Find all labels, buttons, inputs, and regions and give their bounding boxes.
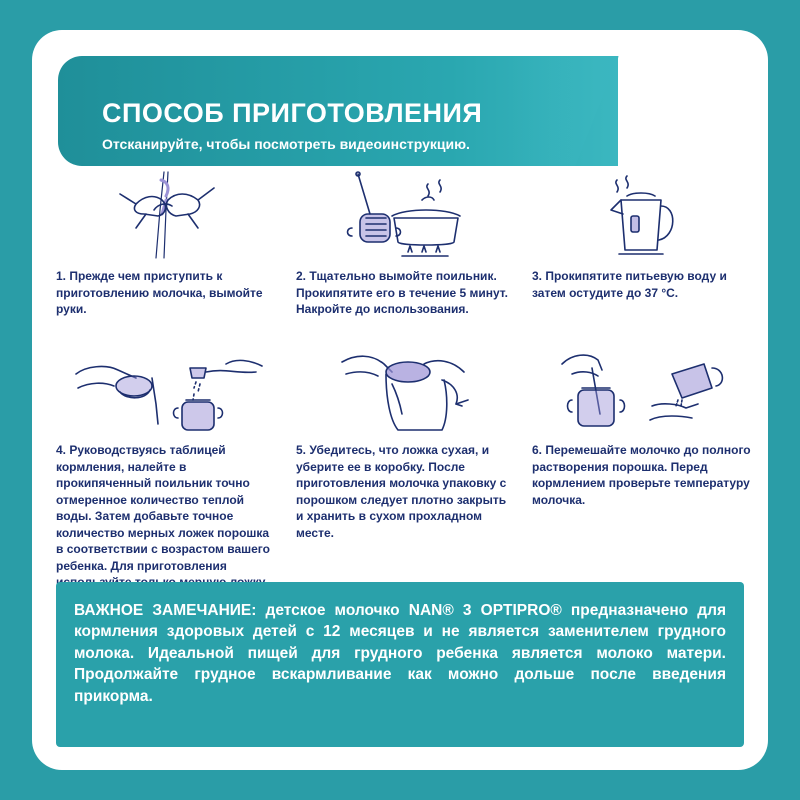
notice-text: ВАЖНОЕ ЗАМЕЧАНИЕ: детское молочко NAN® 3 OPTIPRO® предназначено для кормления здоровых детей с 12 месяцев и не является заменителем грудного молока. Идеальной пищей для грудного ребенка является молоко матери. Продолжайте грудное вскармливание как можно дольше после введения прикорма. <box>74 602 726 705</box>
step-5-text: 5. Убедитесь, что ложка сухая, и уберите ее в коробку. После приготовления молочка упаковку с порошком следует плотно закрыть и хранить в сухом прохладном месте. <box>296 443 507 540</box>
step-2-text: 2. Тщательно вымойте поильник. Прокипятите его в течение 5 минут. Накройте до использования. <box>296 269 508 317</box>
instruction-card <box>32 30 768 770</box>
page-title: СПОСОБ ПРИГОТОВЛЕНИЯ <box>102 98 483 128</box>
step-6 <box>532 344 752 508</box>
step-3 <box>532 170 752 301</box>
step-3-text: 3. Прокипятите питьевую воду и затем остудите до 37 °С. <box>532 269 727 300</box>
step-5 <box>296 344 516 541</box>
scoop-in-box-icon <box>336 344 476 434</box>
stir-and-test-temperature-icon <box>542 344 742 434</box>
pour-water-and-powder-icon <box>66 344 266 434</box>
step-1-text: 1. Прежде чем приступить к приготовлению молочка, вымойте руки. <box>56 269 263 317</box>
step-4-text: 4. Руководствуясь таблицей кормления, налейте в прокипяченный поильник точно отмеренное количество теплой воды. Затем добавьте точное количество мерных ложек порошка в соответствии с возрастом вашего ребенка. Для приготовления <box>56 443 270 573</box>
step-6-text: 6. Перемешайте молочко до полного растворения порошка. Перед кормлением проверьте температуру молочка. <box>532 443 751 507</box>
step-1 <box>56 170 276 318</box>
header-banner <box>58 56 618 166</box>
hand-washing-icon <box>106 170 226 260</box>
electric-kettle-icon <box>597 170 687 260</box>
step-4 <box>56 344 276 607</box>
page-subtitle: Отсканируйте, чтобы посмотреть видеоинструкцию. <box>102 136 470 152</box>
bottle-brush-boiling-pot-icon <box>336 170 476 260</box>
important-notice <box>56 582 744 747</box>
step-2 <box>296 170 516 318</box>
